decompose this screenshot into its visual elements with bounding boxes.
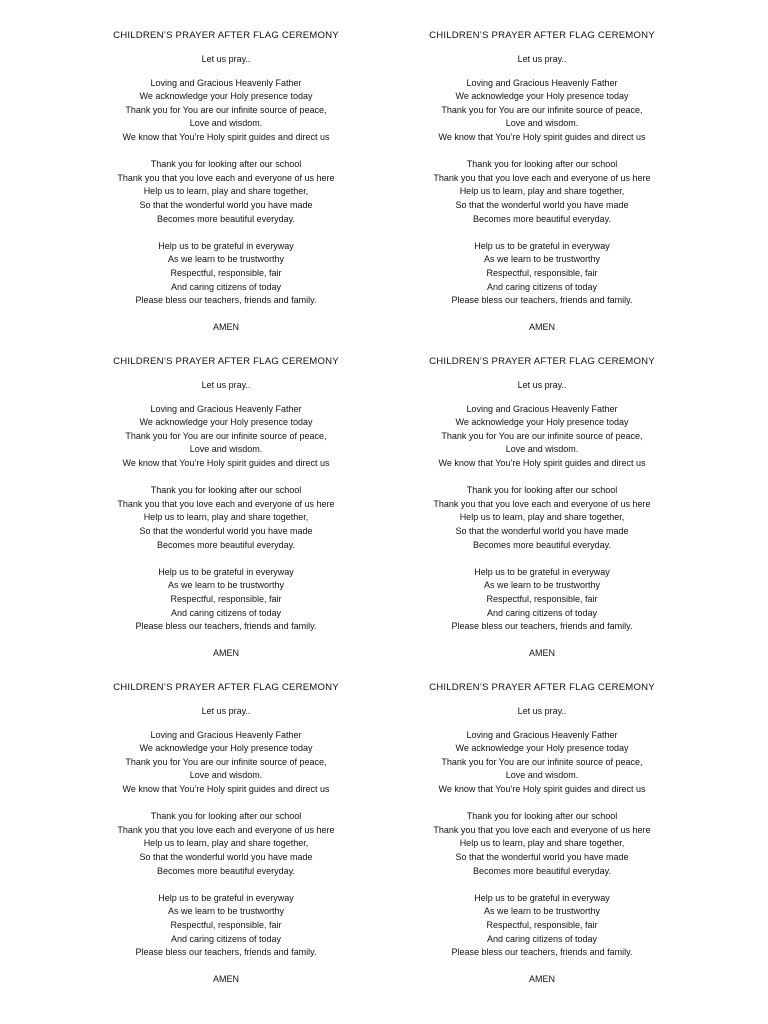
stanza2-line: Thank you that you love each and everyone of us here [117, 172, 335, 183]
stanza1-line: Love and wisdom. [189, 770, 263, 781]
stanza2-line: Becomes more beautiful everyday. [473, 213, 611, 224]
stanza1-line: Loving and Gracious Heavenly Father [466, 77, 618, 88]
stanza1-line: Thank you for You are our infinite source of peace, [441, 104, 643, 115]
prayer-card-6 [392, 681, 692, 987]
prayer-closing: AMEN [528, 322, 555, 333]
stanza3-line: As we learn to be trustworthy [167, 580, 285, 591]
stanza3-line: Please bless our teachers, friends and family. [451, 621, 633, 632]
stanza2-line: Thank you for looking after our school [466, 485, 618, 496]
stanza3-line: As we learn to be trustworthy [167, 254, 285, 265]
stanza2-line: So that the wonderful world you have made [139, 525, 313, 536]
stanza3-line: Please bless our teachers, friends and family. [135, 295, 317, 306]
prayer-closing: AMEN [212, 974, 239, 985]
stanza3-line: And caring citizens of today [170, 281, 282, 292]
stanza1-line: Loving and Gracious Heavenly Father [466, 403, 618, 414]
stanza1-line: Love and wisdom. [189, 444, 263, 455]
prayer-card-3 [76, 355, 376, 661]
stanza3-line: Respectful, responsible, fair [486, 593, 598, 604]
prayer-closing: AMEN [212, 322, 239, 333]
stanza1-line: Thank you for You are our infinite source of peace, [125, 430, 327, 441]
stanza1-line: Thank you for You are our infinite source of peace, [125, 104, 327, 115]
stanza2-line: Thank you that you love each and everyone of us here [433, 824, 651, 835]
stanza2-line: So that the wonderful world you have made [455, 851, 629, 862]
stanza3-line: Help us to be grateful in everyway [158, 892, 294, 903]
stanza1-line: We know that You’re Holy spirit guides and direct us [122, 783, 330, 794]
stanza1-line: Thank you for You are our infinite source of peace, [441, 756, 643, 767]
stanza2-line: So that the wonderful world you have made [139, 851, 313, 862]
stanza3-line: Help us to be grateful in everyway [158, 566, 294, 577]
prayer-closing: AMEN [212, 648, 239, 659]
prayer-card-5 [76, 681, 376, 987]
stanza3-line: Please bless our teachers, friends and family. [135, 947, 317, 958]
stanza3-line: Please bless our teachers, friends and family. [451, 295, 633, 306]
stanza1-line: Love and wisdom. [505, 770, 579, 781]
stanza3-line: And caring citizens of today [170, 933, 282, 944]
stanza1-line: We know that You’re Holy spirit guides and direct us [438, 783, 646, 794]
stanza3-line: Help us to be grateful in everyway [158, 240, 294, 251]
stanza2-line: Thank you for looking after our school [150, 159, 302, 170]
stanza1-line: Loving and Gracious Heavenly Father [150, 403, 302, 414]
prayer-intro: Let us pray.. [201, 380, 251, 390]
stanza1-line: We acknowledge your Holy presence today [455, 91, 629, 102]
stanza2-line: Help us to learn, play and share together, [459, 186, 625, 197]
prayer-title: CHILDREN’S PRAYER AFTER FLAG CEREMONY [429, 30, 655, 41]
stanza1-line: Love and wisdom. [189, 118, 263, 129]
prayer-intro: Let us pray.. [517, 706, 567, 716]
prayer-card-1 [76, 29, 376, 335]
stanza2-line: Thank you that you love each and everyone of us here [117, 824, 335, 835]
stanza2-line: Becomes more beautiful everyday. [157, 539, 295, 550]
stanza3-line: Help us to be grateful in everyway [474, 566, 610, 577]
stanza2-line: Becomes more beautiful everyday. [473, 865, 611, 876]
stanza3-line: And caring citizens of today [486, 281, 598, 292]
stanza3-line: And caring citizens of today [170, 607, 282, 618]
prayer-intro: Let us pray.. [201, 54, 251, 64]
prayer-closing: AMEN [528, 648, 555, 659]
stanza1-line: We know that You’re Holy spirit guides and direct us [438, 131, 646, 142]
stanza2-line: Thank you for looking after our school [150, 485, 302, 496]
stanza3-line: As we learn to be trustworthy [167, 906, 285, 917]
stanza2-line: Help us to learn, play and share together, [143, 512, 309, 523]
stanza2-line: Help us to learn, play and share together, [143, 186, 309, 197]
stanza3-line: As we learn to be trustworthy [483, 254, 601, 265]
stanza3-line: And caring citizens of today [486, 607, 598, 618]
stanza2-line: Help us to learn, play and share together, [459, 512, 625, 523]
stanza1-line: Loving and Gracious Heavenly Father [150, 729, 302, 740]
prayer-title: CHILDREN’S PRAYER AFTER FLAG CEREMONY [113, 30, 339, 41]
stanza2-line: Help us to learn, play and share together, [459, 838, 625, 849]
stanza3-line: Respectful, responsible, fair [170, 593, 282, 604]
stanza3-line: Respectful, responsible, fair [170, 919, 282, 930]
prayer-title: CHILDREN’S PRAYER AFTER FLAG CEREMONY [429, 682, 655, 693]
stanza2-line: Becomes more beautiful everyday. [157, 213, 295, 224]
stanza2-line: Thank you that you love each and everyone of us here [433, 172, 651, 183]
stanza2-line: Becomes more beautiful everyday. [157, 865, 295, 876]
stanza1-line: We know that You’re Holy spirit guides and direct us [122, 457, 330, 468]
prayer-intro: Let us pray.. [517, 380, 567, 390]
stanza2-line: Becomes more beautiful everyday. [473, 539, 611, 550]
stanza2-line: So that the wonderful world you have made [455, 199, 629, 210]
prayer-card-4 [392, 355, 692, 661]
stanza2-line: Thank you that you love each and everyone of us here [433, 498, 651, 509]
stanza2-line: Thank you that you love each and everyone of us here [117, 498, 335, 509]
stanza3-line: As we learn to be trustworthy [483, 580, 601, 591]
prayer-intro: Let us pray.. [517, 54, 567, 64]
prayer-intro: Let us pray.. [201, 706, 251, 716]
stanza1-line: We acknowledge your Holy presence today [455, 417, 629, 428]
stanza1-line: Thank you for You are our infinite source of peace, [441, 430, 643, 441]
stanza2-line: Thank you for looking after our school [150, 811, 302, 822]
stanza1-line: We acknowledge your Holy presence today [139, 743, 313, 754]
prayer-title: CHILDREN’S PRAYER AFTER FLAG CEREMONY [113, 356, 339, 367]
stanza3-line: Respectful, responsible, fair [486, 267, 598, 278]
stanza1-line: Thank you for You are our infinite source of peace, [125, 756, 327, 767]
stanza3-line: Help us to be grateful in everyway [474, 240, 610, 251]
stanza1-line: Loving and Gracious Heavenly Father [150, 77, 302, 88]
stanza3-line: Help us to be grateful in everyway [474, 892, 610, 903]
stanza3-line: Respectful, responsible, fair [170, 267, 282, 278]
stanza1-line: We acknowledge your Holy presence today [139, 91, 313, 102]
stanza1-line: Loving and Gracious Heavenly Father [466, 729, 618, 740]
prayer-closing: AMEN [528, 974, 555, 985]
stanza2-line: So that the wonderful world you have made [139, 199, 313, 210]
stanza1-line: We acknowledge your Holy presence today [455, 743, 629, 754]
stanza2-line: Thank you for looking after our school [466, 159, 618, 170]
stanza3-line: Respectful, responsible, fair [486, 919, 598, 930]
stanza2-line: Help us to learn, play and share together, [143, 838, 309, 849]
stanza3-line: And caring citizens of today [486, 933, 598, 944]
prayer-title: CHILDREN’S PRAYER AFTER FLAG CEREMONY [429, 356, 655, 367]
stanza3-line: Please bless our teachers, friends and family. [451, 947, 633, 958]
stanza1-line: We know that You’re Holy spirit guides and direct us [438, 457, 646, 468]
stanza1-line: Love and wisdom. [505, 444, 579, 455]
stanza1-line: We know that You’re Holy spirit guides and direct us [122, 131, 330, 142]
stanza1-line: We acknowledge your Holy presence today [139, 417, 313, 428]
stanza3-line: Please bless our teachers, friends and family. [135, 621, 317, 632]
stanza2-line: Thank you for looking after our school [466, 811, 618, 822]
stanza2-line: So that the wonderful world you have made [455, 525, 629, 536]
stanza3-line: As we learn to be trustworthy [483, 906, 601, 917]
stanza1-line: Love and wisdom. [505, 118, 579, 129]
prayer-card-2 [392, 29, 692, 335]
prayer-title: CHILDREN’S PRAYER AFTER FLAG CEREMONY [113, 682, 339, 693]
